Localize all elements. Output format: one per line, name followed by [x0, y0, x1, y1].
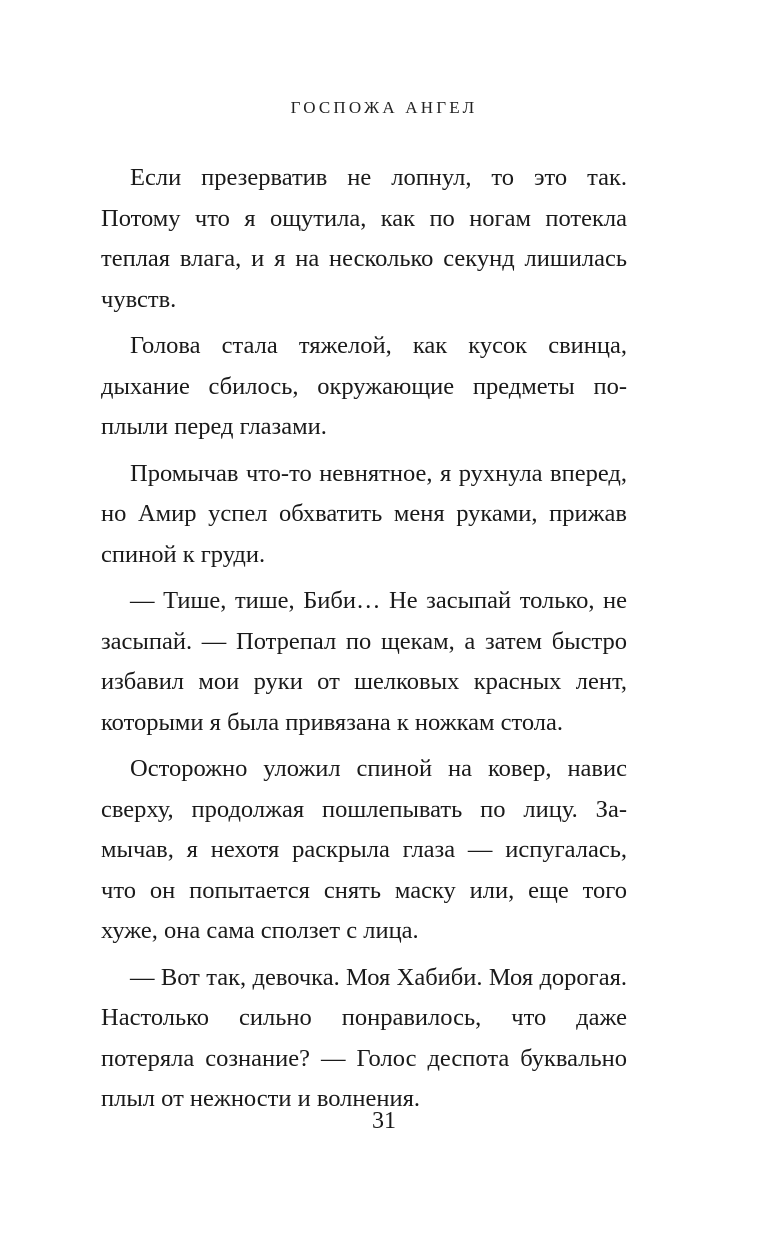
paragraph-5: Осторожно уложил спиной на ковер, навис сверху, продолжая пошлепывать по лицу. Замычав, я нехотя раскрыла глаза — испугалась, что он попытается снять маску или, еще того хуже, она сама сползет с лица. — [101, 755, 627, 944]
paragraph-3: Промычав что-то невнятное, я рухнула вперед, но Амир успел обхватить меня руками, прижав спиной к груди. — [101, 459, 627, 568]
paragraph-6: — Вот так, девочка. Моя Хабиби. Моя дорогая. Настолько сильно понравилось, что даже потеряла сознание? — Голос деспота буквально плыл от нежности и волнения. — [101, 963, 627, 1112]
paragraph-2: Голова стала тяжелой, как кусок свинца, дыхание сбилось, окружающие предметы поплыли перед глазами. — [101, 332, 627, 440]
paragraph-4: — Тише, тише, Биби… Не засыпай только, не засыпай. — Потрепал по щекам, а затем быстро избавил мои руки от шелковых красных лент, которыми я была привязана к ножкам стола. — [101, 587, 627, 736]
paragraph-1: Если презерватив не лопнул, то это так. Потому что я ощутила, как по ногам потекла теплая влага, и я на несколько секунд лишилась чувств. — [101, 164, 627, 313]
body-text — [101, 158, 627, 1126]
running-head-title: ГОСПОЖА АНГЕЛ — [290, 98, 478, 117]
page-number: 31 — [372, 1108, 396, 1134]
